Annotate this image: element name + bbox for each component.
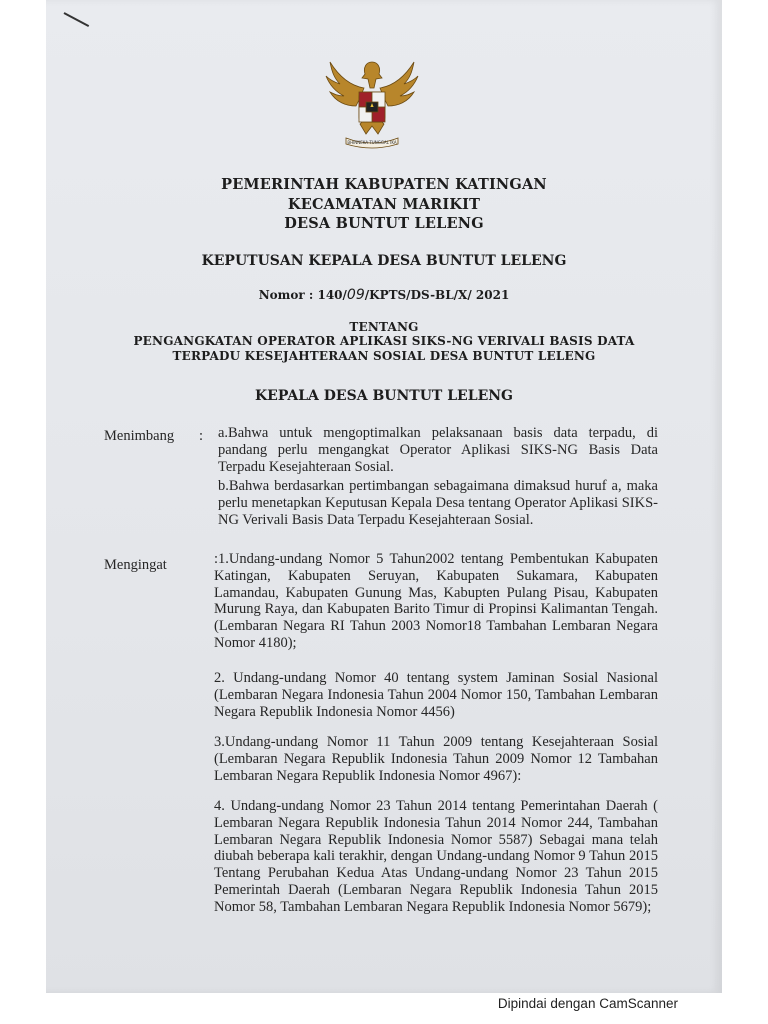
tentang-label: TENTANG xyxy=(349,320,419,334)
decree-number-handwritten: 09 xyxy=(346,287,365,303)
mengingat-item-3: 3.Undang-undang Nomor 11 Tahun 2009 tentang Kesejahteraan Sosial (Lembaran Negara Republik Indonesia Tahun 2009 Nomor 12 Tambahan Lembaran Negara Republik Indonesia Nomor 4967): xyxy=(214,734,658,784)
menimbang-point-b: b.Bahwa berdasarkan pertimbangan sebagaimana dimaksud huruf a, maka perlu menetapkan Keputusan Kepala Desa tentang Operator Aplikasi SIKS-NG Verivali Basis Data Terpadu Kesejahteraan Sosial. xyxy=(218,478,658,528)
mengingat-item-2: 2. Undang-undang Nomor 40 tentang system Jaminan Sosial Nasional (Lembaran Negara Indonesia Tahun 2004 Nomor 150, Tambahan Lembaran Negara Republik Indonesia Nomor 4456) xyxy=(214,670,658,720)
authority-heading: KEPALA DESA BUNTUT LELENG xyxy=(255,388,513,404)
subject-line-1: PENGANGKATAN OPERATOR APLIKASI SIKS-NG VERIVALI BASIS DATA xyxy=(133,334,635,348)
subject-line-2: TERPADU KESEJAHTERAAN SOSIAL DESA BUNTUT LELENG xyxy=(172,349,596,363)
menimbang-point-a: a.Bahwa untuk mengoptimalkan pelaksanaan basis data terpadu, di pandang perlu mengangkat Operator Aplikasi SIKS-NG Basis Data Terpadu Kesejahteraan Sosial. xyxy=(218,425,658,475)
garuda-pancasila-emblem-icon xyxy=(322,48,422,152)
scanner-watermark: Dipindai dengan CamScanner xyxy=(497,996,678,1011)
mengingat-label: Mengingat xyxy=(104,557,167,573)
header-line-district: KECAMATAN MARIKIT xyxy=(287,196,481,213)
emblem-motto: BHINNEKA TUNGGAL IKA xyxy=(347,140,397,145)
mengingat-item-1: :1.Undang-undang Nomor 5 Tahun2002 tentang Pembentukan Kabupaten Katingan, Kabupaten Seruyan, Kabupaten Sukamara, Kabupaten Lamandau, Kabupaten Gunung Mas, Kabupten Pulang Pisau, Kabupaten Murung Raya, dan Kabupaten Barito Timur di Propinsi Kalimantan Tengah. (Lembaran Negara RI Tahun 2003 Nomor18 Tambahan Lembaran Negara Nomor 4180); xyxy=(214,551,658,651)
menimbang-label: Menimbang xyxy=(104,428,175,444)
mengingat-item-4: 4. Undang-undang Nomor 23 Tahun 2014 tentang Pemerintahan Daerah ( Lembaran Negara Republik Indonesia Tahun 2014 Nomor 244, Tambahan Lembaran Negara Republik Indonesia Nomor 5587) Sebagai mana telah diubah beberapa kali terakhir, dengan Undang-undang Nomor 9 Tahun 2015 Tentang Perubahan Kedua Atas Undang-undang Nomor 23 Tahun 2015 Pemerintah Daerah (Lembaran Negara Republik Indonesia Tahun 2015 Nomor 58, Tambahan Lembaran Negara Republik Indonesia Nomor 5679); xyxy=(214,798,658,915)
decree-number-suffix: /KPTS/DS-BL/X/ 2021 xyxy=(364,288,510,302)
header-line-village: DESA BUNTUT LELENG xyxy=(284,215,484,232)
decree-title: KEPUTUSAN KEPALA DESA BUNTUT LELENG xyxy=(201,253,567,269)
decree-number xyxy=(46,287,722,303)
decree-number-prefix: Nomor : 140/ xyxy=(258,288,347,302)
menimbang-colon: : xyxy=(199,428,204,444)
header-line-government: PEMERINTAH KABUPATEN KATINGAN xyxy=(221,176,547,193)
